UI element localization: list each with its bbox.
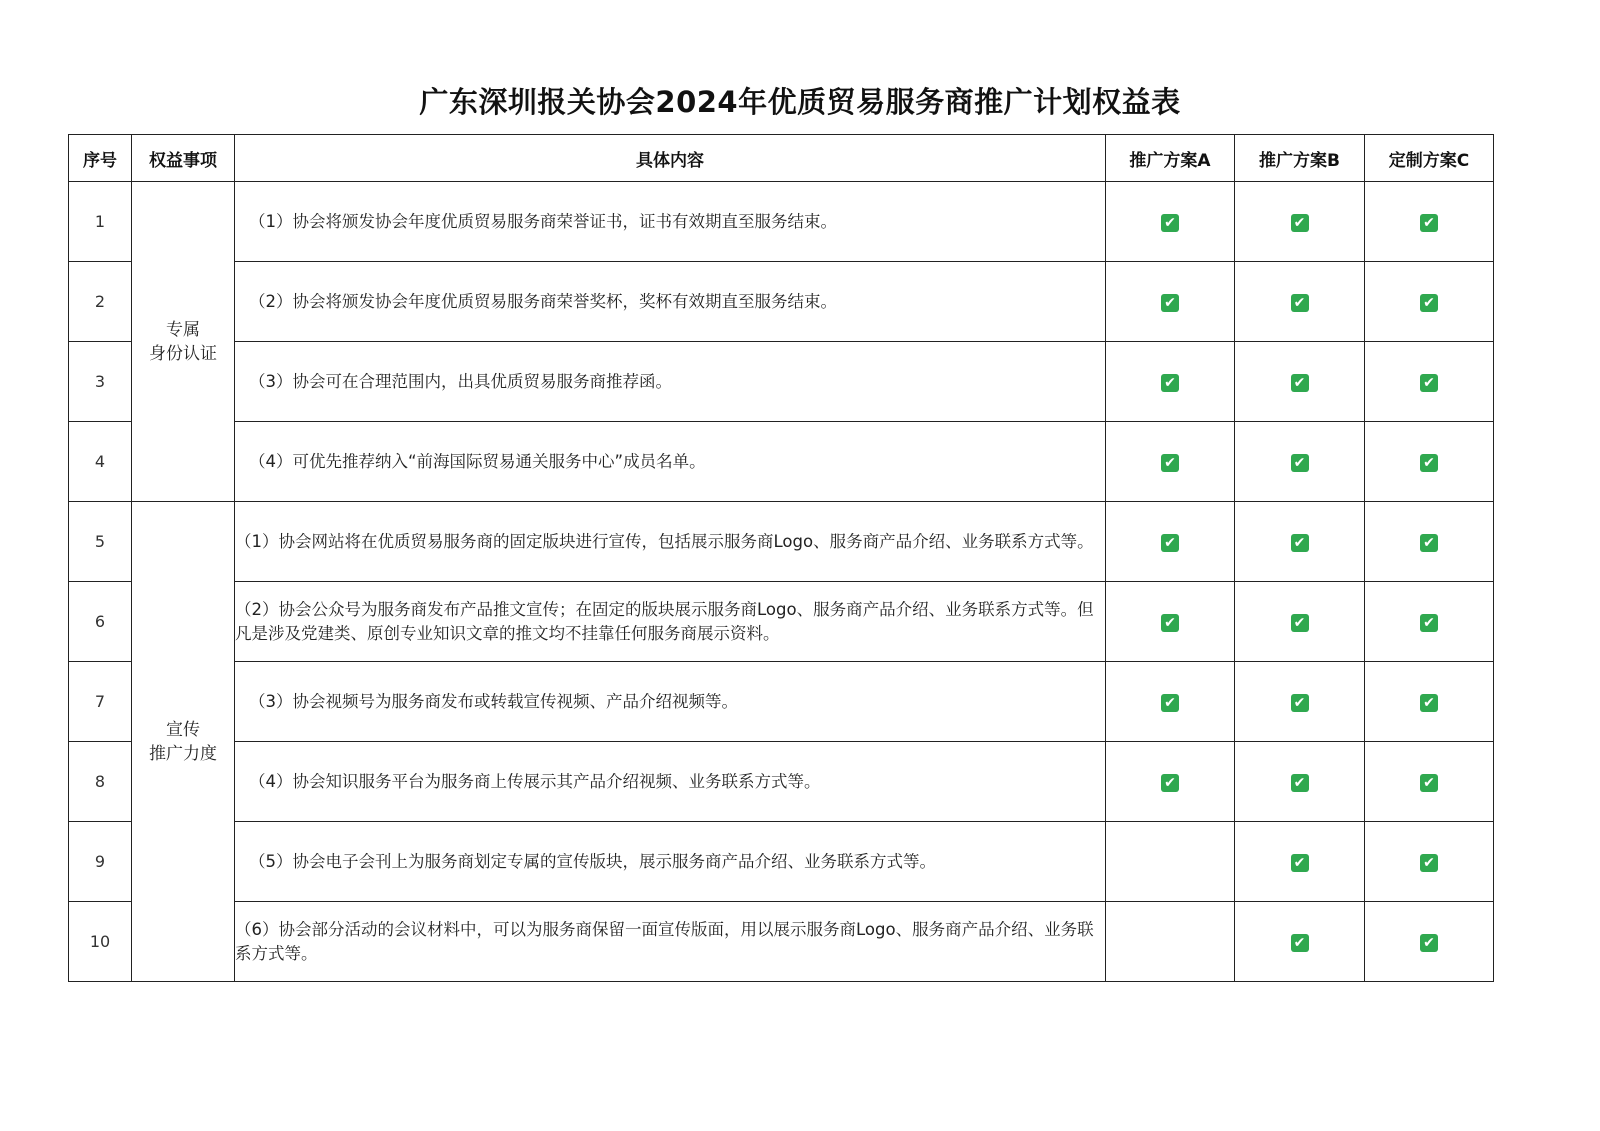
plan-b-cell: [1235, 262, 1365, 342]
check-mark-icon: ✔: [1420, 534, 1438, 552]
table-row: [69, 342, 1494, 422]
plan-b-cell: [1235, 582, 1365, 662]
plan-a-cell: [1106, 902, 1235, 982]
table-row: [69, 742, 1494, 822]
table-row: [69, 422, 1494, 502]
plan-c-cell: [1365, 262, 1494, 342]
plan-a-cell: [1106, 582, 1235, 662]
category-cell: [132, 182, 235, 502]
check-mark-icon: ✔: [1420, 774, 1438, 792]
table-row: [69, 902, 1494, 982]
category-label: 专属: [166, 319, 200, 340]
check-mark-icon: ✔: [1420, 854, 1438, 872]
plan-c-cell: [1365, 422, 1494, 502]
plan-c-cell: [1365, 582, 1494, 662]
plan-c-cell: [1365, 662, 1494, 742]
table-header-row: [69, 135, 1494, 182]
plan-b-cell: [1235, 342, 1365, 422]
check-mark-icon: ✔: [1161, 294, 1179, 312]
row-number: 10: [69, 902, 132, 982]
plan-b-cell: [1235, 502, 1365, 582]
check-mark-icon: ✔: [1291, 614, 1309, 632]
check-mark-icon: ✔: [1420, 694, 1438, 712]
header-plan-a: 推广方案A: [1106, 135, 1235, 182]
check-mark-icon: ✔: [1291, 374, 1309, 392]
category-label: 身份认证: [149, 343, 217, 364]
content-cell: （3）协会可在合理范围内，出具优质贸易服务商推荐函。: [235, 342, 1106, 422]
page-title: 广东深圳报关协会2024年优质贸易服务商推广计划权益表: [419, 85, 1181, 119]
check-mark-icon: ✔: [1420, 374, 1438, 392]
header-no: 序号: [69, 135, 132, 182]
table-row: [69, 502, 1494, 582]
plan-c-cell: [1365, 502, 1494, 582]
check-mark-icon: ✔: [1420, 934, 1438, 952]
category-label: 推广力度: [149, 743, 217, 764]
plan-c-cell: [1365, 342, 1494, 422]
header-content: 具体内容: [235, 135, 1106, 182]
plan-b-cell: [1235, 422, 1365, 502]
check-mark-icon: ✔: [1291, 854, 1309, 872]
plan-a-cell: [1106, 742, 1235, 822]
content-cell: （2）协会将颁发协会年度优质贸易服务商荣誉奖杯，奖杯有效期直至服务结束。: [235, 262, 1106, 342]
check-mark-icon: ✔: [1420, 294, 1438, 312]
check-mark-icon: ✔: [1161, 774, 1179, 792]
plan-a-cell: [1106, 262, 1235, 342]
check-mark-icon: ✔: [1161, 614, 1179, 632]
row-number: 6: [69, 582, 132, 662]
check-mark-icon: ✔: [1420, 214, 1438, 232]
row-number: 1: [69, 182, 132, 262]
check-mark-icon: ✔: [1291, 774, 1309, 792]
content-cell: （1）协会网站将在优质贸易服务商的固定版块进行宣传，包括展示服务商Logo、服务商产品介绍、业务联系方式等。: [235, 502, 1106, 582]
plan-a-cell: [1106, 342, 1235, 422]
check-mark-icon: ✔: [1161, 534, 1179, 552]
check-mark-icon: ✔: [1291, 934, 1309, 952]
row-number: 5: [69, 502, 132, 582]
check-mark-icon: ✔: [1161, 454, 1179, 472]
content-cell: （6）协会部分活动的会议材料中，可以为服务商保留一面宣传版面，用以展示服务商Logo、服务商产品介绍、业务联系方式等。: [235, 902, 1106, 982]
content-cell: （4）可优先推荐纳入“前海国际贸易通关服务中心”成员名单。: [235, 422, 1106, 502]
content-cell: （3）协会视频号为服务商发布或转载宣传视频、产品介绍视频等。: [235, 662, 1106, 742]
benefits-table: [68, 134, 1494, 982]
plan-c-cell: [1365, 902, 1494, 982]
plan-b-cell: [1235, 182, 1365, 262]
content-cell: （1）协会将颁发协会年度优质贸易服务商荣誉证书，证书有效期直至服务结束。: [235, 182, 1106, 262]
row-number: 4: [69, 422, 132, 502]
check-mark-icon: ✔: [1161, 694, 1179, 712]
plan-a-cell: [1106, 182, 1235, 262]
category-cell: [132, 502, 235, 982]
check-mark-icon: ✔: [1291, 214, 1309, 232]
check-mark-icon: ✔: [1420, 614, 1438, 632]
header-plan-b: 推广方案B: [1235, 135, 1365, 182]
row-number: 8: [69, 742, 132, 822]
check-mark-icon: ✔: [1291, 294, 1309, 312]
content-cell: （4）协会知识服务平台为服务商上传展示其产品介绍视频、业务联系方式等。: [235, 742, 1106, 822]
plan-c-cell: [1365, 822, 1494, 902]
table-row: [69, 262, 1494, 342]
content-cell: （5）协会电子会刊上为服务商划定专属的宣传版块，展示服务商产品介绍、业务联系方式等。: [235, 822, 1106, 902]
table-row: [69, 582, 1494, 662]
plan-a-cell: [1106, 662, 1235, 742]
plan-b-cell: [1235, 822, 1365, 902]
plan-a-cell: [1106, 822, 1235, 902]
header-plan-c: 定制方案C: [1365, 135, 1494, 182]
content-cell: （2）协会公众号为服务商发布产品推文宣传；在固定的版块展示服务商Logo、服务商产品介绍、业务联系方式等。但凡是涉及党建类、原创专业知识文章的推文均不挂靠任何服务商展示资料。: [235, 582, 1106, 662]
table-row: [69, 662, 1494, 742]
plan-b-cell: [1235, 902, 1365, 982]
row-number: 2: [69, 262, 132, 342]
plan-b-cell: [1235, 742, 1365, 822]
plan-a-cell: [1106, 422, 1235, 502]
check-mark-icon: ✔: [1291, 454, 1309, 472]
check-mark-icon: ✔: [1420, 454, 1438, 472]
check-mark-icon: ✔: [1161, 214, 1179, 232]
table-row: [69, 182, 1494, 262]
plan-c-cell: [1365, 742, 1494, 822]
plan-a-cell: [1106, 502, 1235, 582]
plan-b-cell: [1235, 662, 1365, 742]
table-row: [69, 822, 1494, 902]
check-mark-icon: ✔: [1291, 534, 1309, 552]
row-number: 9: [69, 822, 132, 902]
row-number: 3: [69, 342, 132, 422]
header-category: 权益事项: [132, 135, 235, 182]
check-mark-icon: ✔: [1291, 694, 1309, 712]
check-mark-icon: ✔: [1161, 374, 1179, 392]
row-number: 7: [69, 662, 132, 742]
plan-c-cell: [1365, 182, 1494, 262]
category-label: 宣传: [166, 719, 200, 740]
